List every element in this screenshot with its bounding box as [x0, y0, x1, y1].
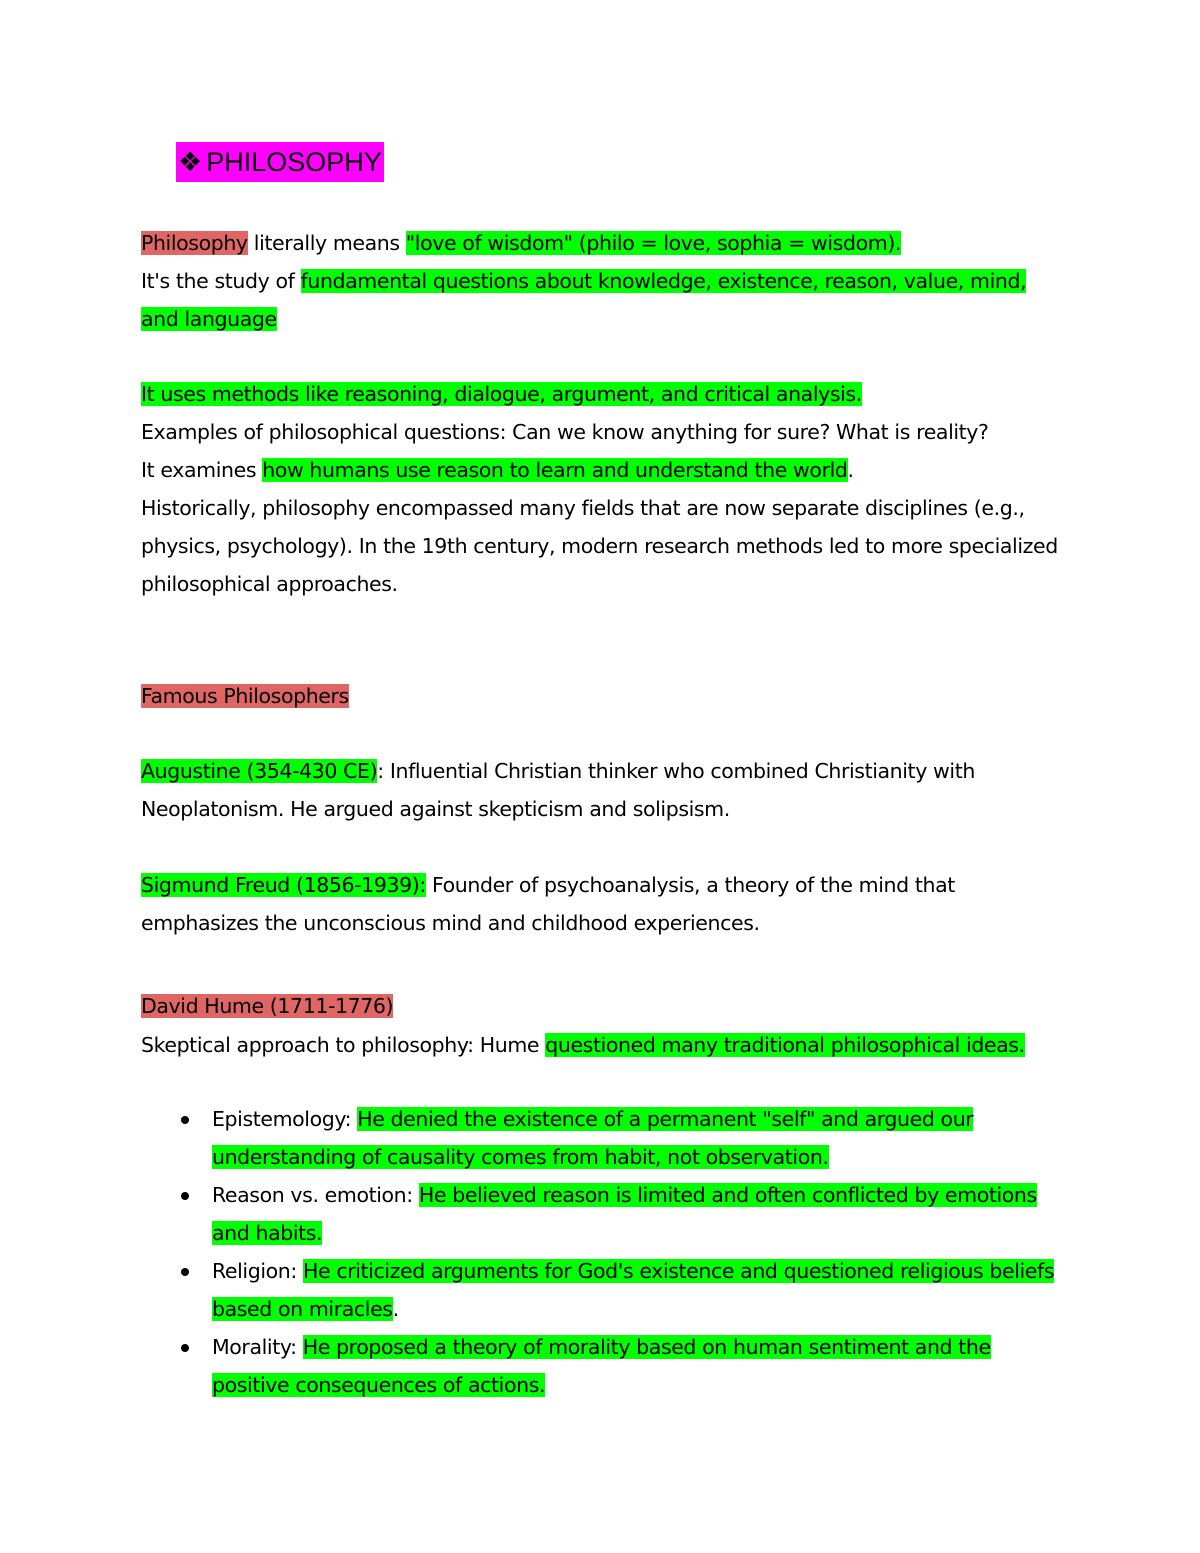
freud-desc: Founder of psychoanalysis, a theory of the mind that emphasizes the unconscious mind and childhood experiences. [141, 873, 955, 935]
famous-heading [141, 677, 1061, 715]
freud-name: Sigmund Freud (1856-1939): [141, 873, 426, 897]
list-item [141, 1328, 1061, 1404]
document-title-text: PHILOSOPHY [206, 147, 382, 177]
freud-paragraph [141, 866, 1061, 942]
highlight-fundamental-questions: fundamental questions about knowledge, existence, reason, value, mind, and language [141, 269, 1027, 331]
examples-text: Examples of philosophical questions: Can we know anything for sure? What is reality? [141, 420, 989, 444]
intro-paragraph [141, 224, 1061, 338]
bullet-dot-icon [181, 1344, 189, 1352]
highlight-love-of-wisdom: "love of wisdom" (philo = love, sophia = wisdom). [405, 231, 902, 255]
examines-period: . [847, 458, 854, 482]
hume-intro-text: Skeptical approach to philosophy: Hume [141, 1033, 546, 1057]
bullet-dot-icon [181, 1268, 189, 1276]
term-philosophy: Philosophy [141, 231, 248, 255]
bullet-dot-icon [181, 1116, 189, 1124]
document-title [176, 142, 384, 182]
augustine-paragraph [141, 752, 1061, 828]
examines-text: It examines [141, 458, 263, 482]
intro-text: literally means [247, 231, 406, 255]
bullet-dot-icon [181, 1192, 189, 1200]
bullet-label: Reason vs. emotion: [212, 1183, 419, 1207]
list-item [141, 1100, 1061, 1176]
hume-bullet-list [141, 1100, 1061, 1404]
list-item [141, 1252, 1061, 1328]
intro-text-2: It's the study of [141, 269, 301, 293]
famous-heading-text: Famous Philosophers [141, 684, 349, 708]
highlight-hume-questioned: questioned many traditional philosophical ideas. [545, 1033, 1025, 1057]
bullet-highlight: He believed reason is limited and often conflicted by emotions and habits. [212, 1183, 1037, 1245]
highlight-methods: It uses methods like reasoning, dialogue, argument, and critical analysis. [141, 382, 862, 406]
bullet-label: Morality: [212, 1335, 303, 1359]
highlight-human-reason: how humans use reason to learn and understand the world [262, 458, 848, 482]
bullet-highlight: He criticized arguments for God's existence and questioned religious beliefs based on miracles [212, 1259, 1055, 1321]
augustine-name: Augustine (354-430 CE) [141, 759, 378, 783]
hume-intro [141, 1026, 1061, 1064]
bullet-label: Epistemology: [212, 1107, 358, 1131]
augustine-desc: : Influential Christian thinker who combined Christianity with Neoplatonism. He argued against skepticism and solipsism. [141, 759, 975, 821]
bullet-highlight: He denied the existence of a permanent "self" and argued our understanding of causality comes from habit, not observation. [212, 1107, 974, 1169]
methods-paragraph [141, 375, 1061, 603]
bullet-tail: . [392, 1297, 399, 1321]
diamond-bullet-icon: ❖ [178, 147, 203, 177]
hume-heading [141, 987, 1061, 1025]
hume-name: David Hume (1711-1776) [141, 994, 394, 1018]
list-item [141, 1176, 1061, 1252]
bullet-highlight: He proposed a theory of morality based on human sentiment and the positive consequences of actions. [212, 1335, 991, 1397]
history-text: Historically, philosophy encompassed many fields that are now separate disciplines (e.g., physics, psychology). In the 19th century, modern research methods led to more specialized philosophical approaches. [141, 496, 1058, 596]
bullet-label: Religion: [212, 1259, 303, 1283]
